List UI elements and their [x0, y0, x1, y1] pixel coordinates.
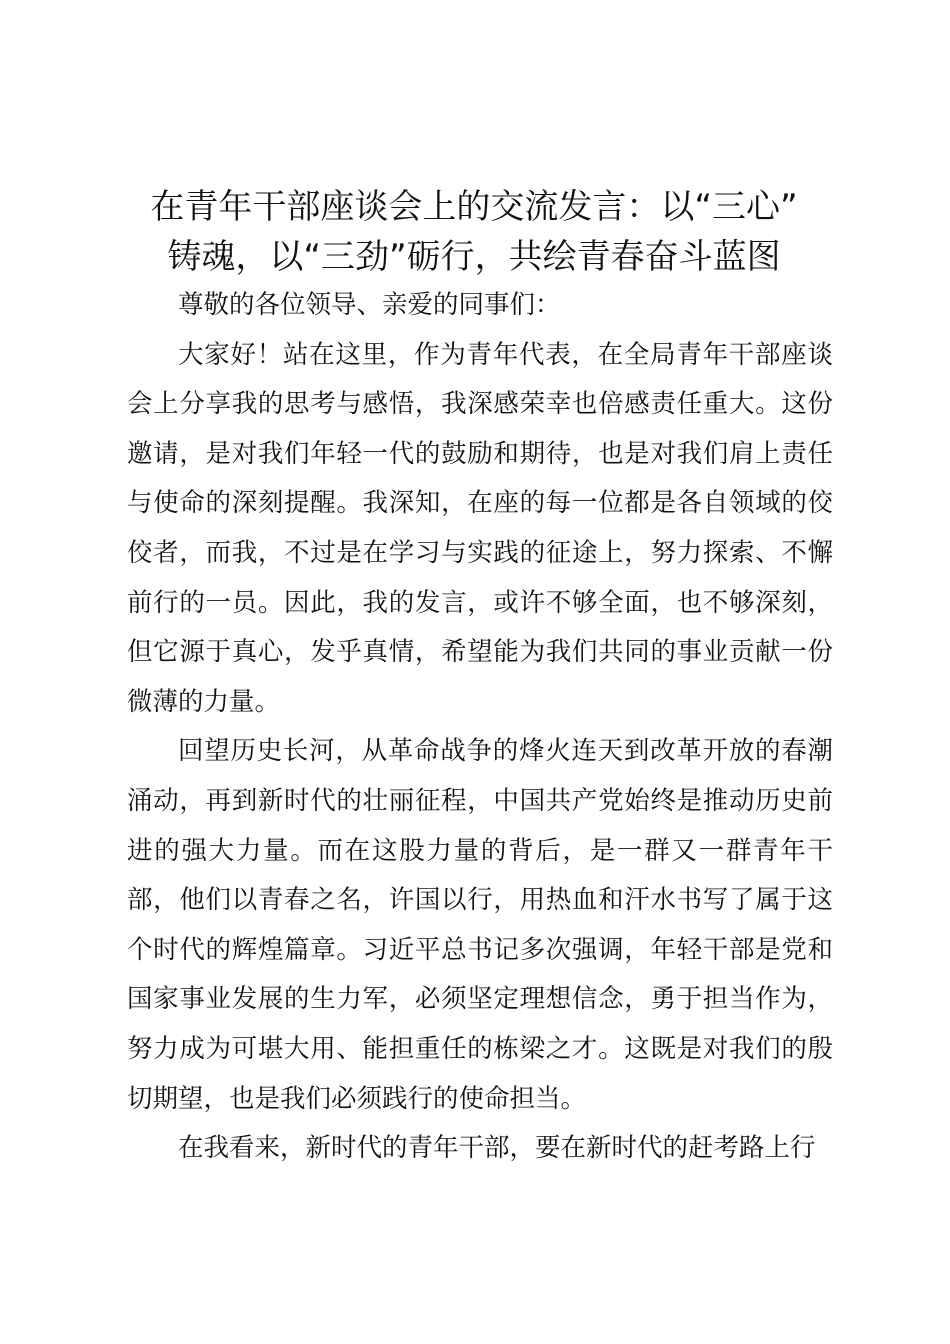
title-line-2: 铸魂，以“三劲”砺行，共绘青春奋斗蓝图 — [167, 237, 781, 277]
paragraph-3: 在我看来，新时代的青年干部，要在新时代的赶考路上行 — [178, 1133, 816, 1164]
document-body — [127, 281, 833, 1174]
paragraph-2: 回望历史长河，从革命战争的烽火连天到改革开放的春潮涌动，再到新时代的壮丽征程，中国共产党始终是推动历史前进的强大力量。而在这股力量的背后，是一群又一群青年干部，他们以青春之名，许国以行，用热血和汗水书写了属于这个时代的辉煌篇章。习近平总书记多次强调，年轻干部是党和国家事业发展的生力军，必须坚定理想信念，勇于担当作为，努力成为可堪大用、能担重任的栋梁之才。这既是对我们的殷切期望，也是我们必须践行的使命担当。 — [127, 736, 833, 1114]
document-title — [118, 182, 830, 282]
paragraph-1: 大家好！站在这里，作为青年代表，在全局青年干部座谈会上分享我的思考与感悟，我深感荣幸也倍感责任重大。这份邀请，是对我们年轻一代的鼓励和期待，也是对我们肩上责任与使命的深刻提醒。我深知，在座的每一位都是各自领域的佼佼者，而我，不过是在学习与实践的征途上，努力探索、不懈前行的一员。因此，我的发言，或许不够全面，也不够深刻，但它源于真心，发乎真情，希望能为我们共同的事业贡献一份微薄的力量。 — [127, 339, 833, 717]
salutation: 尊敬的各位领导、亲爱的同事们： — [178, 290, 561, 320]
title-line-1: 在青年干部座谈会上的交流发言：以“三心” — [150, 187, 798, 227]
